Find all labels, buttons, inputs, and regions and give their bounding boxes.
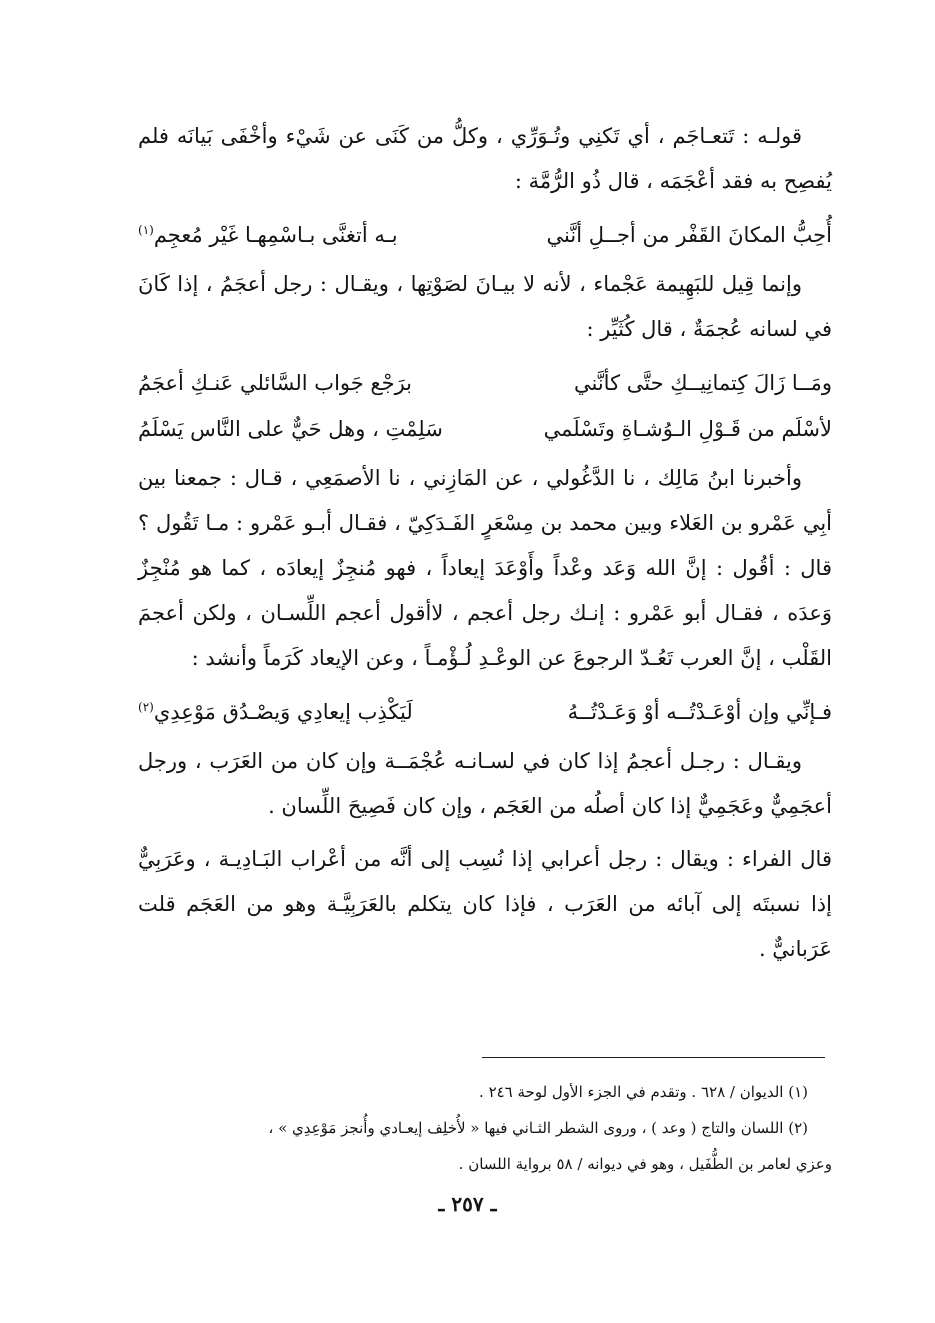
verse-block-3 [138, 689, 832, 735]
footnote-2: (٢) اللسان والتاج ( وعد ) ، وروى الشطر الثـاني فيها « لأُخلِف إيعـادي وأُنجز مَوْعِدِي » ، [268, 1119, 808, 1137]
verse-line-1 [138, 212, 832, 258]
verse-1-second-hemistich [138, 212, 398, 258]
paragraph-4: ويقـال : رجـل أعجمُ إذا كان في لسـانـه عُجْمَــة وإن كان من العَرَب ، ورجل أعجَمِيٌّ وعَجَمِيٌّ إذا كان أصلُه من العَجَم ، وإن كان فَصِيحَ اللِّسان . [138, 749, 832, 818]
footnote-1: (١) الديوان / ٦٢٨ . وتقدم في الجزء الأول لوحة ٢٤٦ . [479, 1083, 808, 1101]
verse-3-second-hemistich: سَلِمْتِ ، وهل حَيٌّ على النَّاس يَسْلَمُ [138, 417, 443, 441]
verse-4-second-hemistich-text: لَيَكْذِب إيعادِي وَيصْـدُق مَوْعِدِي [153, 700, 413, 724]
verse-block-1 [138, 212, 832, 258]
verse-line-4 [138, 689, 832, 735]
paragraph-5: قال الفراء : ويقال : رجل أعرابي إذا نُسِب إلى أنَّه من أعْراب البَـادِيـة ، وعَرَبِيٌّ إذا نسبتَه إلى آبائه من العَرَب ، فإذا كان يتكلم بالعَرَبِيَّـة وهو من العَجَم قلت عَرَبانيٌّ . [138, 847, 832, 961]
verse-1-second-hemistich-text: بـه أتغنَّى بـاسْمِهـا غَيْر مُعجِم [153, 223, 398, 247]
footnotes [138, 1074, 832, 1182]
verse-line-2 [138, 360, 832, 406]
page-number: ـ ٢٥٧ ـ [438, 1192, 497, 1216]
verse-line-3 [138, 406, 832, 452]
paragraph-1: قولـه : تَتعـاجَم ، أي تَكنِي وتُـوَرِّي ، وكلُّ من كَنَى عن شَيْء وأخْفَى بَيانَه فلم يُفصِح به فقد أعْجَمَه ، قال ذُو الرُّمَّة : [138, 124, 832, 193]
footnote-2-continuation: وعزي لعامر بن الطُّفَيل ، وهو في ديوانه / ٥٨ برواية اللسان . [458, 1155, 832, 1173]
paragraph-2: وإنما قِيل للبَهِيمة عَجْماء ، لأنه لا بيـانَ لصَوْتِها ، ويقـال : رجل أعجَمُ ، إذا كَانَ في لسانه عُجمَةٌ ، قال كُثَيِّر : [138, 272, 832, 341]
verse-1-first-hemistich: أُحِبُّ المكانَ القَفْر من أجــلِ أنَّني [546, 223, 832, 247]
footnote-ref-1: (١) [138, 223, 154, 237]
verse-2-first-hemistich: ومَــا زَالَ كِتمانِيــكِ حتَّى كأنَّني [574, 371, 832, 395]
footnote-ref-2: (٢) [138, 700, 154, 714]
verse-4-first-hemistich: فـإنِّي وإن أوْعَـدْتُــه أوْ وَعَـدْتُــهُ [567, 700, 832, 724]
main-text [138, 114, 832, 972]
verse-block-2 [138, 360, 832, 452]
verse-3-first-hemistich: لأسْلَم من قَـوْلِ الـوُشـاةِ وتَسْلَمي [543, 417, 832, 441]
paragraph-3: وأخبرنا ابنُ مَالِك ، نا الدَّغُولي ، عن المَازِني ، نا الأصمَعِي ، قـال : جمعنا بين أبِي عَمْرو بن العَلاء وبين محمد بن مِسْعَرٍ الفَـدَكِيّ ، فقـال أبـو عَمْرو : مـا تَقُول ؟ قال : أقُول : إنَّ الله وَعَد وعْداً وأَوْعَدَ إيعاداً ، فهو مُنجِزٌ إيعادَه ، كما هو مُنْجِزٌ وَعدَه ، فقـال أبو عَمْرو : إنـك رجل أعجم ، لاأقول أعجم اللِّسـان ، ولكن أعجمَ القَلْب ، إنَّ العرب تَعُـدّ الرجوعَ عن الوعْـدِ لُـؤْمـاً ، وعن الإيعاد كَرَماً وأنشد : [138, 466, 832, 670]
verse-2-second-hemistich: برَجْع جَواب السَّائلي عَنـكِ أعجَمُ [138, 371, 413, 395]
footnote-separator [482, 1057, 825, 1058]
verse-4-second-hemistich [138, 689, 413, 735]
